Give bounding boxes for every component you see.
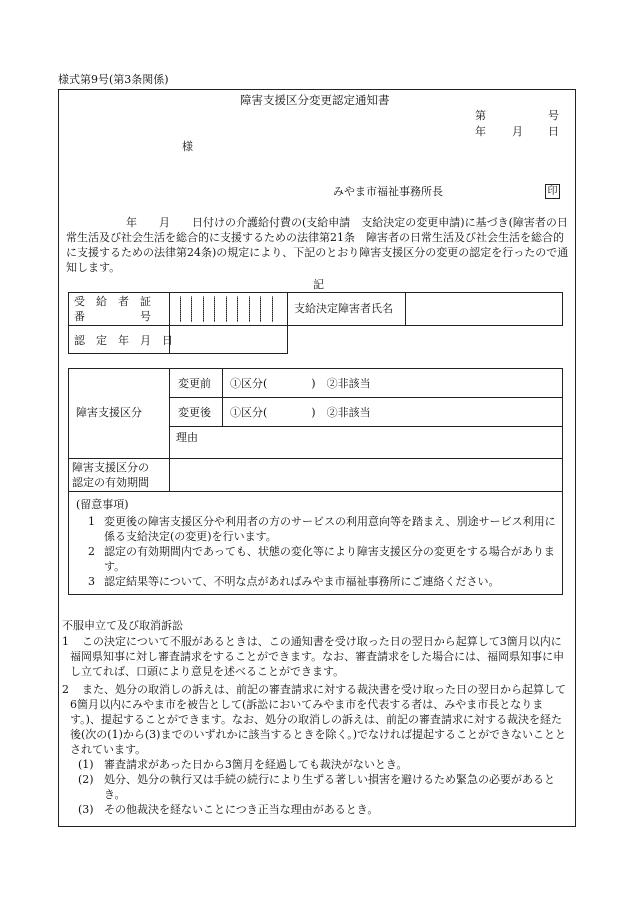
subitem-num-2: (2) [78, 773, 94, 786]
validity-label-2: 認定の有効期間 [72, 476, 149, 489]
subitem-text-3: その他裁決を経ないことにつき正当な理由があるとき。 [104, 803, 379, 816]
subitem-text-1: 審査請求があった日から3箇月を経過しても裁決がないとき。 [104, 758, 408, 771]
subitem-num-3: (3) [78, 803, 94, 816]
appeal-text-2: また、処分の取消しの訴えは、前記の審査請求に対する裁決書を受け取った日の翌日から起算して6箇月以内にみやま市を被告として(訴訟においてみやま市を代表する者は、みやま市長となります。)、提起することができます。なお、処分の取消しの訴えは、前記の審査請求に対する裁決を経た後(次の(1)から(3)までのいずれかに該当するときを除く。)でなければ提起することができないこととされています。 [70, 683, 567, 756]
body-text: 年 月 日付けの介護給付費の(支給申請 支給決定の変更申請)に基づき(障害者の日常生活及び社会生活を総合的に支援するための法律第21条 障害者の日常生活及び社会生活を総合的に支援するための法律第24条)の規定により、下記のとおり障害支援区分の変更の認定を行ったので通知します。 [66, 216, 569, 274]
note-num-3: 3 [88, 575, 95, 588]
date-day: 日 [548, 125, 559, 138]
subitem-num-1: (1) [78, 758, 94, 771]
document-title: 障害支援区分変更認定通知書 [240, 93, 390, 107]
support-class-label: 障害支援区分 [76, 406, 142, 419]
date-month: 月 [512, 125, 523, 138]
number-suffix: 号 [548, 109, 559, 122]
addressee-suffix: 様 [182, 140, 193, 153]
seal-mark: 印 [545, 184, 560, 199]
subitem-text-2: 処分、処分の執行又は手続の続行により生ずる著しい損害を避けるため緊急の必要があるとき。 [104, 773, 555, 801]
note-text-2: 認定の有効期間内であっても、状態の変化等により障害支援区分の変更をする場合があります。 [104, 545, 555, 573]
before-value: ①区分( ) ②非該当 [230, 377, 371, 390]
ki-label: 記 [313, 278, 324, 291]
issuer-name: みやま市福祉事務所長 [333, 185, 443, 198]
notes-heading: (留意事項) [76, 498, 129, 511]
appeal-num-1: 1 [62, 635, 69, 648]
before-label: 変更前 [178, 377, 211, 390]
appeal-text-1: この決定について不服があるときは、この通知書を受け取った日の翌日から起算して3箇月以内に福岡県知事に対し審査請求をすることができます。なお、審査請求をした場合には、福岡県知事に申し立てれば、口頭により意見を述べることができます。 [70, 635, 565, 678]
recipient-name-label: 支給決定障害者氏名 [294, 302, 393, 315]
after-label: 変更後 [178, 406, 211, 419]
note-text-1: 変更後の障害支援区分や利用者の方のサービスの利用意向等を踏まえ、別途サービス利用に係る支給決定(の変更)を行います。 [104, 515, 556, 543]
reason-label: 理由 [176, 431, 198, 444]
note-num-2: 2 [88, 545, 95, 558]
note-text-3: 認定結果等について、不明な点があればみやま市福祉事務所にご連絡ください。 [104, 575, 500, 588]
validity-label-1: 障害支援区分の [72, 461, 149, 474]
number-prefix: 第 [475, 109, 486, 122]
date-year: 年 [475, 125, 486, 138]
note-num-1: 1 [88, 515, 95, 528]
recipient-no-label-1: 受 給 者 証 [74, 295, 151, 308]
cert-date-label: 認 定 年 月 日 [74, 334, 173, 347]
appeal-num-2: 2 [62, 683, 69, 696]
appeal-heading: 不服申立て及び取消訴訟 [62, 619, 183, 632]
form-number: 様式第9号(第3条関係) [58, 73, 169, 86]
after-value: ①区分( ) ②非該当 [230, 406, 371, 419]
recipient-no-label-2: 番 号 [74, 310, 151, 323]
